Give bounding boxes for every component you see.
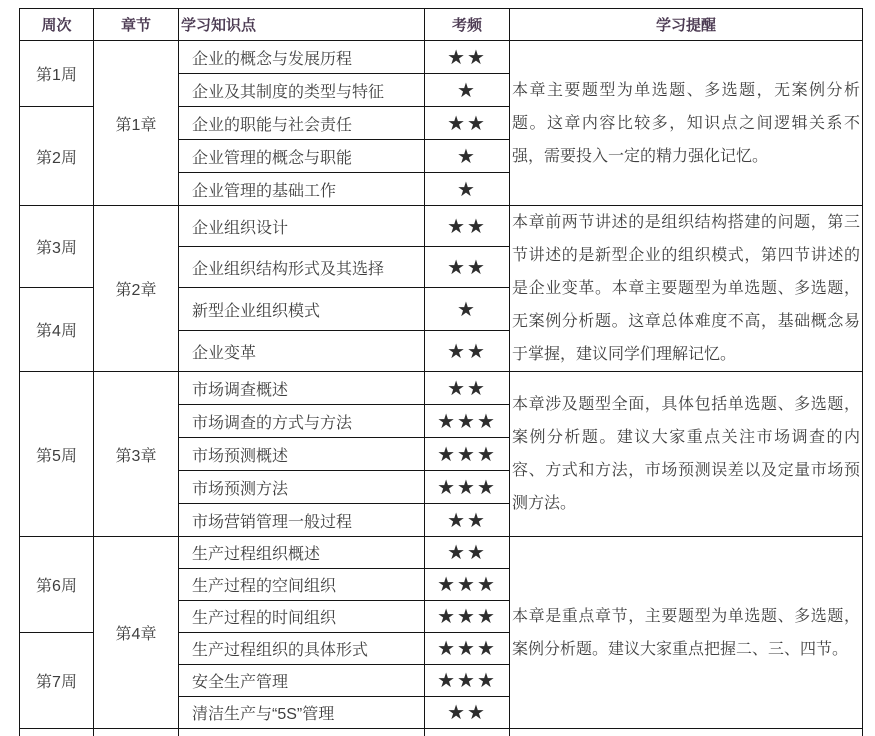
- stars-cell: ★★: [425, 41, 510, 74]
- stars-cell: ★★: [425, 331, 510, 372]
- stars-cell: ★★: [425, 697, 510, 729]
- stars-cell: ★★: [425, 537, 510, 569]
- table-row: [20, 537, 863, 569]
- reminder-cell: 本章涉及题型全面，具体包括单选题、多选题，案例分析题。建议大家重点关注市场调查的内容、方式和方法，市场预测误差以及定量市场预测方法。: [510, 372, 863, 537]
- topic-cell: 企业的职能与社会责任: [179, 107, 425, 140]
- topic-cell: 企业管理的基础工作: [179, 173, 425, 206]
- header-frequency: 考频: [425, 9, 510, 41]
- stars-cell: ★: [425, 140, 510, 173]
- week-cell: 第3周: [20, 206, 94, 288]
- topic-cell: 生产过程的时间组织: [179, 601, 425, 633]
- header-topic: 学习知识点: [179, 9, 425, 41]
- stars-cell: ★★★: [425, 569, 510, 601]
- stars-cell: ★★: [425, 107, 510, 140]
- table-row-partial: [20, 729, 863, 736]
- chapter-cell: 第4章: [94, 537, 179, 729]
- stars-cell: ★★★: [425, 405, 510, 438]
- stars-cell: ★★★: [425, 601, 510, 633]
- week-cell: [20, 729, 94, 736]
- reminder-cell: 本章主要题型为单选题、多选题，无案例分析题。这章内容比较多，知识点之间逻辑关系不强，需要投入一定的精力强化记忆。: [510, 41, 863, 206]
- topic-cell: 市场预测方法: [179, 471, 425, 504]
- week-cell: 第6周: [20, 537, 94, 633]
- topic-cell: 生产过程组织概述: [179, 537, 425, 569]
- stars-cell: ★★★: [425, 665, 510, 697]
- reminder-cell: [510, 729, 863, 736]
- stars-cell: ★★★: [425, 633, 510, 665]
- table-row: [20, 206, 863, 247]
- topic-cell: [179, 729, 425, 736]
- week-cell: 第1周: [20, 41, 94, 107]
- topic-cell: 新型企业组织模式: [179, 288, 425, 331]
- topic-cell: 企业的概念与发展历程: [179, 41, 425, 74]
- stars-cell: ★: [425, 173, 510, 206]
- chapter-cell: 第1章: [94, 41, 179, 206]
- header-week: 周次: [20, 9, 94, 41]
- stars-cell: ★★★: [425, 438, 510, 471]
- stars-cell: ★★: [425, 504, 510, 537]
- topic-cell: 企业变革: [179, 331, 425, 372]
- topic-cell: 生产过程组织的具体形式: [179, 633, 425, 665]
- topic-cell: 生产过程的空间组织: [179, 569, 425, 601]
- stars-cell: ★★: [425, 206, 510, 247]
- topic-cell: 市场调查概述: [179, 372, 425, 405]
- week-cell: 第4周: [20, 288, 94, 372]
- topic-cell: 企业组织设计: [179, 206, 425, 247]
- chapter-cell: 第3章: [94, 372, 179, 537]
- topic-cell: 企业及其制度的类型与特征: [179, 74, 425, 107]
- header-reminder: 学习提醒: [510, 9, 863, 41]
- reminder-cell: 本章前两节讲述的是组织结构搭建的问题，第三节讲述的是新型企业的组织模式，第四节讲述的是企业变革。本章主要题型为单选题、多选题，无案例分析题。这章总体难度不高，基础概念易于掌握，建议同学们理解记忆。: [510, 206, 863, 372]
- header-chapter: 章节: [94, 9, 179, 41]
- stars-cell: [425, 729, 510, 736]
- topic-cell: 市场预测概述: [179, 438, 425, 471]
- reminder-cell: 本章是重点章节，主要题型为单选题、多选题，案例分析题。建议大家重点把握二、三、四节。: [510, 537, 863, 729]
- week-cell: 第7周: [20, 633, 94, 729]
- table-header-row: [20, 9, 863, 41]
- table-row: [20, 41, 863, 74]
- topic-cell: 清洁生产与“5S”管理: [179, 697, 425, 729]
- topic-cell: 企业组织结构形式及其选择: [179, 247, 425, 288]
- stars-cell: ★: [425, 288, 510, 331]
- week-cell: 第2周: [20, 107, 94, 206]
- table-row: [20, 372, 863, 405]
- week-cell: 第5周: [20, 372, 94, 537]
- topic-cell: 安全生产管理: [179, 665, 425, 697]
- topic-cell: 企业管理的概念与职能: [179, 140, 425, 173]
- stars-cell: ★★: [425, 247, 510, 288]
- study-plan-table: [19, 8, 863, 736]
- stars-cell: ★: [425, 74, 510, 107]
- stars-cell: ★★: [425, 372, 510, 405]
- topic-cell: 市场营销管理一般过程: [179, 504, 425, 537]
- topic-cell: 市场调查的方式与方法: [179, 405, 425, 438]
- chapter-cell: [94, 729, 179, 736]
- chapter-cell: 第2章: [94, 206, 179, 372]
- stars-cell: ★★★: [425, 471, 510, 504]
